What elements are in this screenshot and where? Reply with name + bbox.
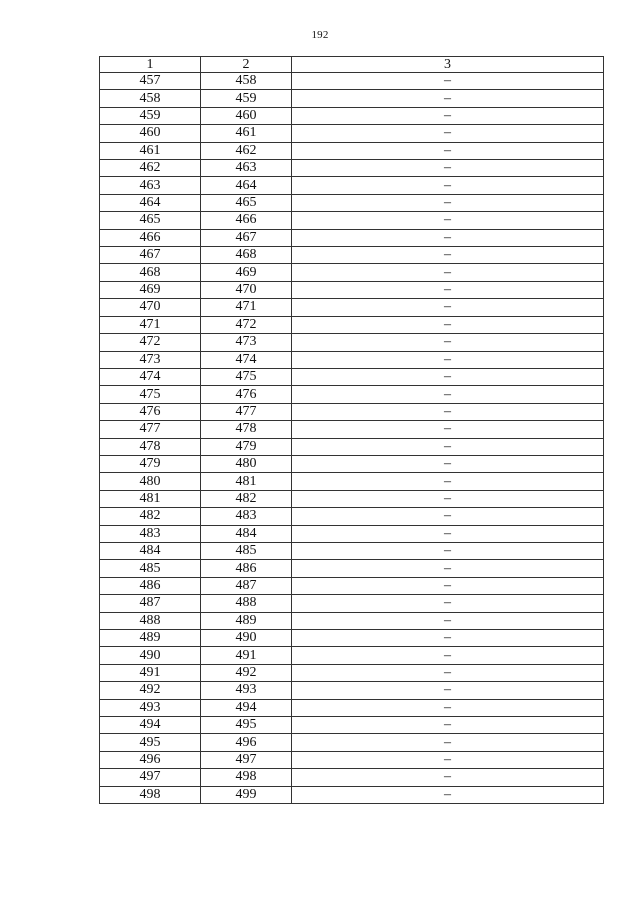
table-row (100, 73, 604, 90)
table-row (100, 403, 604, 420)
table-cell-col-3: – (292, 142, 604, 159)
table-cell-col-2: 459 (201, 90, 292, 107)
table-cell-col-2: 465 (201, 194, 292, 211)
table-row (100, 438, 604, 455)
table-cell-col-2: 481 (201, 473, 292, 490)
table-row (100, 281, 604, 298)
table-cell-col-3: – (292, 525, 604, 542)
table-cell-col-2: 472 (201, 316, 292, 333)
table-row (100, 734, 604, 751)
table-cell-col-3: – (292, 264, 604, 281)
column-header-1: 1 (100, 57, 201, 73)
table-cell-col-2: 467 (201, 229, 292, 246)
table-cell-col-3: – (292, 177, 604, 194)
table-cell-col-3: – (292, 421, 604, 438)
table-cell-col-1: 469 (100, 281, 201, 298)
table-row (100, 316, 604, 333)
table-cell-col-2: 484 (201, 525, 292, 542)
table-row (100, 751, 604, 768)
table-cell-col-1: 470 (100, 299, 201, 316)
table-row (100, 682, 604, 699)
table-row (100, 560, 604, 577)
table-cell-col-2: 479 (201, 438, 292, 455)
table-cell-col-1: 489 (100, 630, 201, 647)
table-cell-col-1: 461 (100, 142, 201, 159)
table-cell-col-3: – (292, 630, 604, 647)
table-cell-col-3: – (292, 786, 604, 803)
table-cell-col-3: – (292, 247, 604, 264)
table-cell-col-2: 478 (201, 421, 292, 438)
table-cell-col-1: 457 (100, 73, 201, 90)
table-cell-col-3: – (292, 508, 604, 525)
table-cell-col-2: 490 (201, 630, 292, 647)
table-cell-col-3: – (292, 212, 604, 229)
table-cell-col-1: 460 (100, 125, 201, 142)
table-row (100, 542, 604, 559)
table-cell-col-1: 464 (100, 194, 201, 211)
table-cell-col-2: 463 (201, 160, 292, 177)
header-row (100, 57, 604, 73)
table-cell-col-3: – (292, 473, 604, 490)
table-cell-col-3: – (292, 351, 604, 368)
table-cell-col-2: 477 (201, 403, 292, 420)
table-row (100, 769, 604, 786)
table-cell-col-1: 459 (100, 107, 201, 124)
table-row (100, 299, 604, 316)
table-row (100, 386, 604, 403)
column-header-3: 3 (292, 57, 604, 73)
table-cell-col-2: 473 (201, 334, 292, 351)
table-row (100, 90, 604, 107)
table-row (100, 351, 604, 368)
table-cell-col-1: 472 (100, 334, 201, 351)
table-cell-col-2: 494 (201, 699, 292, 716)
table-cell-col-3: – (292, 455, 604, 472)
table-header (100, 57, 604, 73)
table-row (100, 577, 604, 594)
table-cell-col-3: – (292, 316, 604, 333)
table-row (100, 264, 604, 281)
table-cell-col-2: 491 (201, 647, 292, 664)
table-cell-col-1: 482 (100, 508, 201, 525)
table-cell-col-3: – (292, 612, 604, 629)
table-cell-col-2: 497 (201, 751, 292, 768)
table-cell-col-3: – (292, 403, 604, 420)
data-table (99, 56, 604, 804)
table-row (100, 160, 604, 177)
table-cell-col-2: 492 (201, 664, 292, 681)
table-cell-col-1: 484 (100, 542, 201, 559)
table-cell-col-2: 493 (201, 682, 292, 699)
table-cell-col-3: – (292, 107, 604, 124)
table-cell-col-2: 482 (201, 490, 292, 507)
table-row (100, 125, 604, 142)
table-row (100, 421, 604, 438)
table-row (100, 473, 604, 490)
table-cell-col-3: – (292, 160, 604, 177)
table-cell-col-3: – (292, 717, 604, 734)
table-cell-col-2: 474 (201, 351, 292, 368)
table-cell-col-1: 498 (100, 786, 201, 803)
table-cell-col-3: – (292, 595, 604, 612)
table-cell-col-1: 497 (100, 769, 201, 786)
table-cell-col-2: 469 (201, 264, 292, 281)
table-row (100, 334, 604, 351)
table-cell-col-1: 492 (100, 682, 201, 699)
table-cell-col-1: 466 (100, 229, 201, 246)
table-cell-col-2: 461 (201, 125, 292, 142)
table-cell-col-3: – (292, 368, 604, 385)
table-cell-col-1: 468 (100, 264, 201, 281)
table-cell-col-2: 476 (201, 386, 292, 403)
table-cell-col-3: – (292, 125, 604, 142)
table-cell-col-3: – (292, 73, 604, 90)
table-row (100, 455, 604, 472)
table-cell-col-1: 481 (100, 490, 201, 507)
table-cell-col-1: 496 (100, 751, 201, 768)
table-cell-col-1: 480 (100, 473, 201, 490)
table-row (100, 508, 604, 525)
table-cell-col-2: 460 (201, 107, 292, 124)
table-cell-col-2: 471 (201, 299, 292, 316)
table-cell-col-1: 458 (100, 90, 201, 107)
table-cell-col-3: – (292, 647, 604, 664)
table-cell-col-2: 466 (201, 212, 292, 229)
table-cell-col-3: – (292, 229, 604, 246)
table-cell-col-2: 462 (201, 142, 292, 159)
table-cell-col-2: 499 (201, 786, 292, 803)
table-row (100, 786, 604, 803)
table-cell-col-1: 474 (100, 368, 201, 385)
table-cell-col-1: 473 (100, 351, 201, 368)
table-body (100, 73, 604, 804)
table-row (100, 368, 604, 385)
table-cell-col-1: 475 (100, 386, 201, 403)
table-cell-col-2: 475 (201, 368, 292, 385)
page-number: 192 (311, 29, 329, 41)
table-row (100, 699, 604, 716)
table-cell-col-2: 486 (201, 560, 292, 577)
table-cell-col-3: – (292, 194, 604, 211)
table-cell-col-3: – (292, 577, 604, 594)
table-row (100, 525, 604, 542)
table-row (100, 177, 604, 194)
table-row (100, 612, 604, 629)
table-cell-col-2: 488 (201, 595, 292, 612)
table-cell-col-3: – (292, 281, 604, 298)
table-row (100, 107, 604, 124)
table-row (100, 229, 604, 246)
table-cell-col-2: 485 (201, 542, 292, 559)
table-cell-col-2: 468 (201, 247, 292, 264)
table-row (100, 664, 604, 681)
table-row (100, 647, 604, 664)
table-cell-col-3: – (292, 90, 604, 107)
table-cell-col-1: 465 (100, 212, 201, 229)
table-cell-col-3: – (292, 769, 604, 786)
table-cell-col-2: 480 (201, 455, 292, 472)
table-row (100, 595, 604, 612)
table-cell-col-2: 458 (201, 73, 292, 90)
table-cell-col-1: 495 (100, 734, 201, 751)
table-cell-col-1: 463 (100, 177, 201, 194)
table-cell-col-3: – (292, 734, 604, 751)
table-cell-col-2: 496 (201, 734, 292, 751)
table-cell-col-1: 485 (100, 560, 201, 577)
table-row (100, 142, 604, 159)
table-cell-col-1: 486 (100, 577, 201, 594)
table-cell-col-2: 483 (201, 508, 292, 525)
table-row (100, 490, 604, 507)
table-cell-col-3: – (292, 542, 604, 559)
table-cell-col-1: 493 (100, 699, 201, 716)
table-cell-col-1: 483 (100, 525, 201, 542)
table-row (100, 717, 604, 734)
table-cell-col-3: – (292, 699, 604, 716)
table-cell-col-1: 490 (100, 647, 201, 664)
table-cell-col-1: 476 (100, 403, 201, 420)
table-cell-col-3: – (292, 560, 604, 577)
table-cell-col-3: – (292, 299, 604, 316)
table-cell-col-1: 487 (100, 595, 201, 612)
table-cell-col-3: – (292, 490, 604, 507)
table-cell-col-1: 477 (100, 421, 201, 438)
table-cell-col-1: 494 (100, 717, 201, 734)
table-row (100, 247, 604, 264)
table-cell-col-3: – (292, 334, 604, 351)
table-cell-col-2: 464 (201, 177, 292, 194)
table-cell-col-1: 462 (100, 160, 201, 177)
column-header-2: 2 (201, 57, 292, 73)
table-row (100, 194, 604, 211)
table-cell-col-3: – (292, 751, 604, 768)
table-cell-col-2: 470 (201, 281, 292, 298)
table-cell-col-3: – (292, 386, 604, 403)
table-cell-col-2: 487 (201, 577, 292, 594)
table-cell-col-2: 498 (201, 769, 292, 786)
table-cell-col-3: – (292, 682, 604, 699)
table-cell-col-1: 467 (100, 247, 201, 264)
table-row (100, 630, 604, 647)
table-row (100, 212, 604, 229)
table-cell-col-3: – (292, 664, 604, 681)
table-cell-col-1: 491 (100, 664, 201, 681)
table-cell-col-3: – (292, 438, 604, 455)
table-cell-col-1: 478 (100, 438, 201, 455)
table-cell-col-2: 495 (201, 717, 292, 734)
table-cell-col-1: 471 (100, 316, 201, 333)
table-cell-col-2: 489 (201, 612, 292, 629)
table-cell-col-1: 488 (100, 612, 201, 629)
table-cell-col-1: 479 (100, 455, 201, 472)
